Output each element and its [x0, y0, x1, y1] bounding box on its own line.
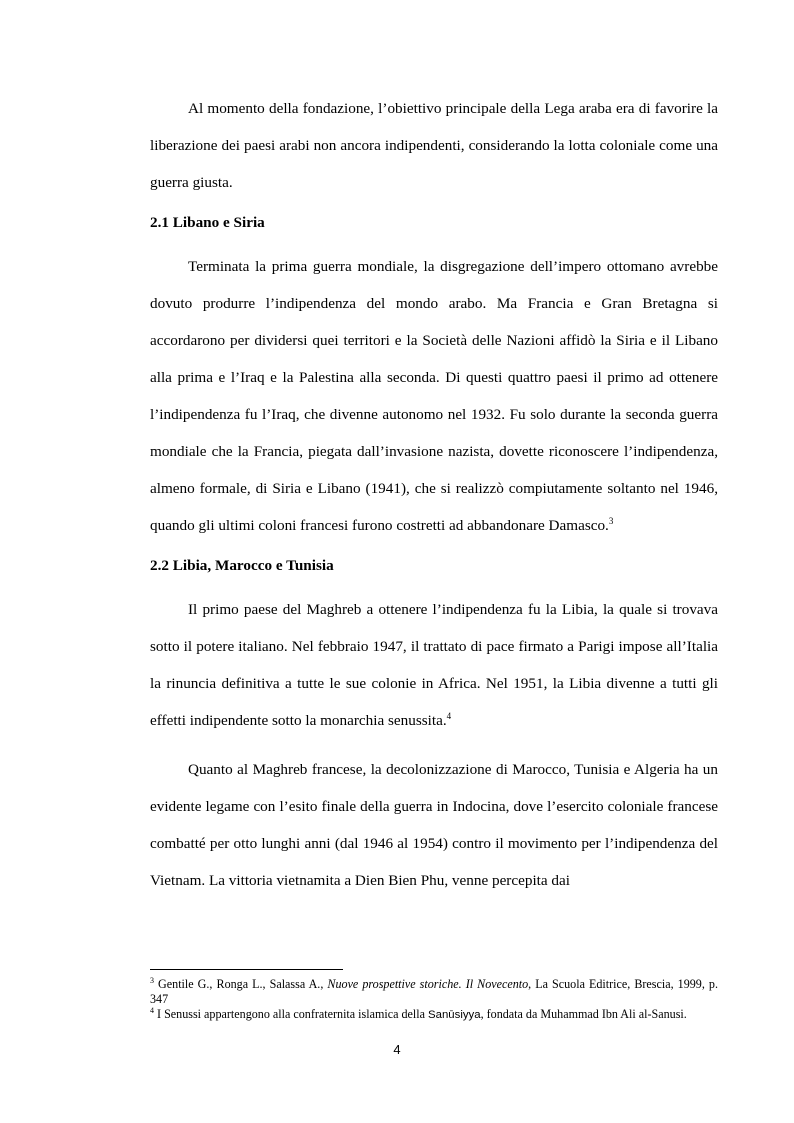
- heading-libano-siria: 2.1 Libano e Siria: [150, 214, 265, 231]
- footnote-3-number: 3: [150, 975, 154, 985]
- footnote-divider: [150, 969, 343, 970]
- footnote-4: $^4$ I Senussi appartengono alla confraternita islamica della Sanūsiyya, fondata da Muhammad Ibn Ali al-Sanusi.: [150, 1005, 687, 1021]
- paragraph-maghreb: Quanto al Maghreb francese, la decolonizzazione di Marocco, Tunisia e Algeria ha un evidente legame con l’esito finale della guerra in Indocina, dove l’esercito coloniale francese combatté per otto lunghi anni (dal 1946 al 1954) contro il movimento per l’indipendenza del Vietnam. La vittoria vietnamita a Dien Bien Phu, venne percepita dai: [150, 761, 718, 889]
- paragraph-intro: Al momento della fondazione, l’obiettivo principale della Lega araba era di favorire la liberazione dei paesi arabi non ancora indipendenti, considerando la lotta coloniale come una guerra giusta.: [150, 100, 718, 191]
- footnote-4-sanusiyya: Sanūsiyya: [428, 1008, 481, 1021]
- footnotes: [150, 969, 718, 1022]
- footnote-ref-3[interactable]: 3: [608, 515, 614, 526]
- page-number: 4: [393, 1042, 401, 1057]
- footnote-3: $^3$ Gentile G., Ronga L., Salassa A., Nuove prospettive storiche. Il Novecento, La Scuola Editrice, Brescia, 1999, p. 347: [150, 975, 718, 1006]
- paragraph-libano-siria: Terminata la prima guerra mondiale, la disgregazione dell’impero ottomano avrebbe dovuto produrre l’indipendenza del mondo arabo. Ma Francia e Gran Bretagna si accordarono per dividersi quei territori e la Società delle Nazioni affidò la Siria e il Libano alla prima e l’Iraq e la Palestina alla seconda. Di questi quattro paesi il primo ad ottenere l’indipendenza fu l’Iraq, che divenne autonomo nel 1932. Fu solo durante la seconda guerra mondiale che la Francia, piegata dall’invasione nazista, dovette riconoscere l’indipendenza, almeno formale, di Siria e Libano (1941), che si realizzò compiutamente soltanto nel 1946, quando gli ultimi coloni francesi furono costretti ad abbandonare Damasco.$^3$: [150, 258, 718, 534]
- footnote-ref-4[interactable]: 4: [446, 710, 452, 721]
- footnote-3-title: Nuove prospettive storiche. Il Novecento: [327, 977, 529, 991]
- footnote-4-number: 4: [150, 1005, 154, 1015]
- paragraph-libia: Il primo paese del Maghreb a ottenere l’indipendenza fu la Libia, la quale si trovava sotto il potere italiano. Nel febbraio 1947, il trattato di pace firmato a Parigi impose all’Italia la rinuncia definitiva a tutte le sue colonie in Africa. Nel 1951, la Libia divenne a tutti gli effetti indipendente sotto la monarchia senussita.$^4$: [150, 601, 718, 729]
- heading-libia-marocco-tunisia: 2.2 Libia, Marocco e Tunisia: [150, 557, 334, 574]
- body-text: [150, 90, 718, 899]
